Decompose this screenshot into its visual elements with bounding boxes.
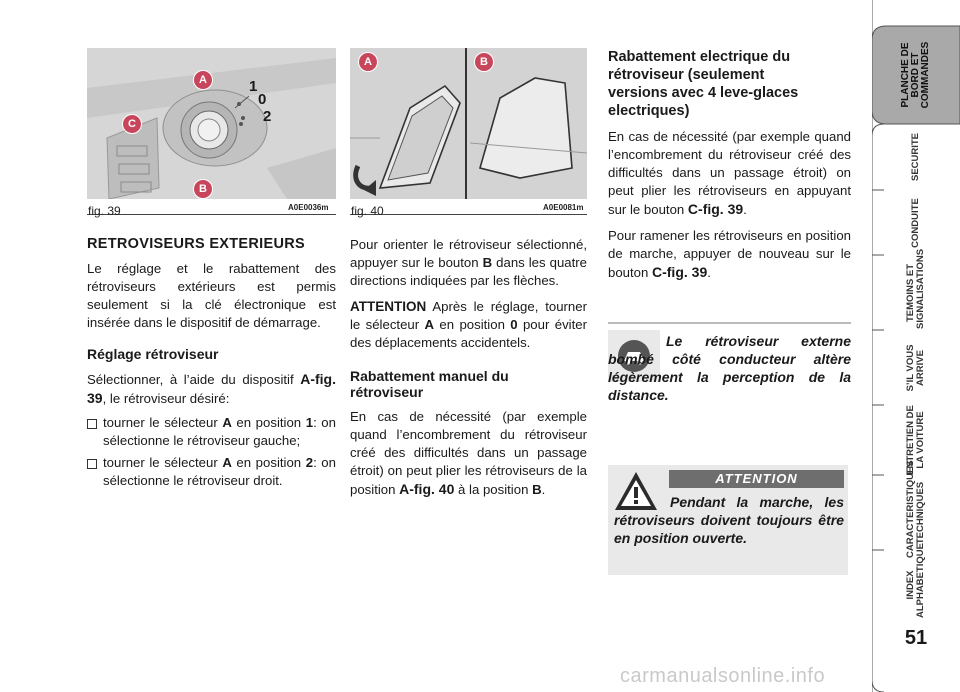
checkbox-bullet-icon [87, 419, 97, 429]
figure-40-image [350, 48, 587, 199]
column-3 [608, 48, 851, 282]
tab-entretien[interactable]: ENTRETIEN DE LA VOITURE [905, 405, 926, 475]
warning-title: ATTENTION [669, 470, 844, 488]
fig39-caption: fig. 39 [88, 204, 121, 218]
tab-securite[interactable]: SECURITE [909, 132, 921, 182]
fig39-position-1: 1 [249, 78, 258, 95]
attention-label: ATTENTION [350, 299, 427, 314]
tab-index[interactable]: INDEX ALPHABETIQUE [905, 543, 926, 618]
warning-text: Pendant la marche, les rétroviseurs doivent toujours être en position ouverte. [614, 494, 844, 546]
manual-fold-paragraph: En cas de nécessité (par exemple quand l’encombrement du rétroviseur créé des difficultés dans un passage étroit) on peut plier les rétroviseurs de la position A-fig. 40 à la position B. [350, 409, 587, 497]
tab-caracteristiques[interactable]: CARACTERISTIQUES TECHNIQUES [905, 459, 926, 558]
fig39-position-2: 2 [263, 108, 272, 125]
watermark: carmanualsonline.info [620, 665, 826, 687]
section-heading: RETROVISEURS EXTERIEURS [87, 236, 305, 252]
attention-paragraph: ATTENTION Après le réglage, tourner le sélecteur A en position 0 pour éviter des déplacements accidentels. [350, 299, 587, 350]
subheading-rabattement-electrique: Rabattement electrique du rétroviseur (seulement versions avec 4 leve-glaces electriques) [608, 49, 799, 119]
select-text-end: , le rétroviseur désiré: [102, 391, 230, 406]
fig40-caption: fig. 40 [351, 204, 384, 218]
subheading-rabattement-manuel: Rabattement manuel du rétroviseur [350, 368, 509, 400]
tab-conduite[interactable]: CONDUITE [910, 197, 921, 248]
select-paragraph [87, 370, 336, 408]
figure-39-image [87, 48, 336, 199]
fig39-code: A0E0036m [288, 203, 329, 212]
column-1 [87, 236, 336, 490]
fig39-label-a: A [193, 70, 213, 90]
fig-reference: A-fig. 39 [87, 371, 336, 406]
return-paragraph: Pour ramener les rétroviseurs en position de marche, appuyer de nouveau sur le bouton C-fig. 39. [608, 228, 851, 280]
chapter-tab-bar [872, 0, 960, 692]
bullet-2-text: tourner le sélecteur A en position 2: on sélectionne le rétroviseur droit. [103, 455, 336, 488]
bullet-1-text: tourner le sélecteur A en position 1: on sélectionne le rétroviseur gauche; [103, 415, 336, 448]
fig39-position-0: 0 [258, 91, 267, 108]
mirror-fold-illustration [350, 48, 587, 199]
tab-temoins[interactable]: TEMOINS ET SIGNALISATIONS [905, 248, 926, 329]
page-number: 51 [904, 627, 928, 649]
list-item [87, 414, 336, 450]
orient-paragraph: Pour orienter le rétroviseur sélectionné, appuyer sur le bouton B dans les quatre directions indiquées par les flèches. [350, 237, 588, 288]
note-separator [608, 322, 851, 324]
fig39-label-c: C [122, 114, 142, 134]
checkbox-bullet-icon [87, 459, 97, 469]
fig39-label-b: B [193, 179, 213, 199]
column-2 [350, 236, 587, 499]
fig40-label-a: A [358, 52, 378, 72]
note-text: Le rétroviseur externe bombé côté conducteur altère légèrement la perception de la distance. [608, 333, 851, 403]
fig40-code: A0E0081m [543, 203, 584, 212]
fig40-caption-line [350, 214, 587, 215]
select-text: Sélectionner, à l’aide du dispositif [87, 372, 301, 387]
subheading-reglage: Réglage rétroviseur [87, 346, 219, 362]
fig40-label-b: B [474, 52, 494, 72]
tab-sil-vous-arrive[interactable]: S’IL VOUS ARRIVE [905, 344, 926, 391]
tab-planche-de-bord[interactable]: PLANCHE DE BORD ET COMMANDES [900, 41, 931, 109]
list-item [87, 454, 336, 490]
intro-paragraph: Le réglage et le rabattement des rétroviseurs extérieurs est permis seulement si la clé électronique est insérée dans le dispositif de démarrage. [87, 261, 336, 330]
electric-fold-paragraph: En cas de nécessité (par exemple quand l’encombrement du rétroviseur créé des difficultés dans un passage étroit) on peut plier les rétroviseurs en appuyant sur le bouton C-fig. 39. [608, 129, 851, 217]
fig39-caption-line [87, 214, 336, 215]
